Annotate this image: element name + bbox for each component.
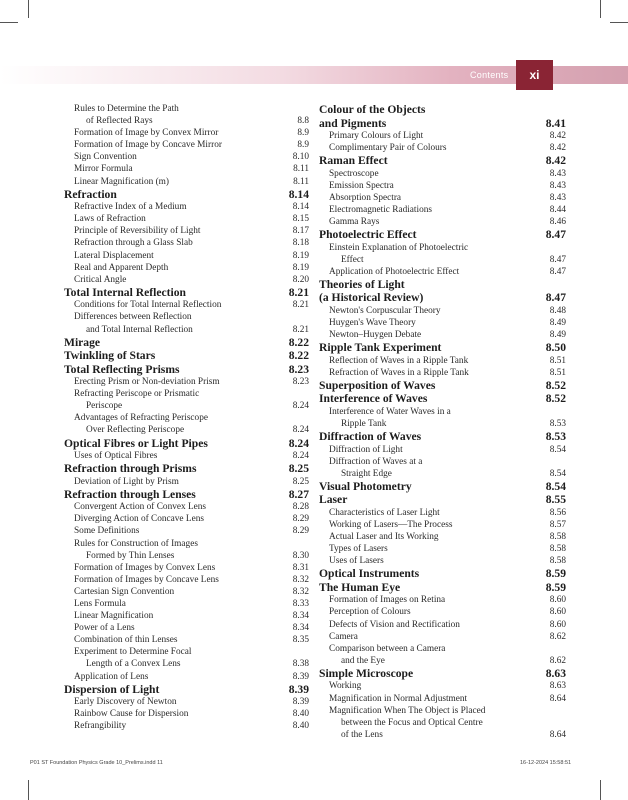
toc-entry-title-line: Working [329, 681, 362, 692]
crop-mark-top-left-h [0, 22, 18, 23]
toc-sub-entry [319, 329, 566, 341]
toc-sub-entry [319, 555, 566, 567]
toc-page-number: 8.15 [292, 214, 309, 225]
toc-entry-title-line: Comparison between a Camera [329, 643, 446, 654]
toc-entry-title-line: Magnification When The Object is Placed [329, 705, 486, 716]
toc-sub-entry [319, 355, 566, 367]
toc-page-number: 8.20 [292, 274, 309, 285]
toc-sub-entry [64, 201, 309, 213]
toc-entry-title-line: Formation of Images by Convex Lens [74, 562, 216, 573]
toc-page-number: 8.50 [545, 341, 566, 355]
toc-entry-title-line: Refraction of Waves in a Ripple Tank [329, 367, 469, 378]
toc-main-entry [319, 392, 566, 406]
toc-sub-entry [319, 594, 566, 606]
toc-sub-entry [64, 610, 309, 622]
toc-entry-title-line: Advantages of Refracting Periscope [74, 413, 208, 424]
toc-page-number: 8.64 [549, 693, 566, 704]
toc-page-number: 8.9 [297, 128, 309, 139]
toc-entry-title-line: Newton's Corpuscular Theory [329, 305, 441, 316]
toc-entry-title-line: Critical Angle [74, 274, 127, 285]
toc-entry-title-line: Diverging Action of Concave Lens [74, 514, 204, 525]
toc-entry-title-line: Refraction through Lenses [64, 487, 196, 501]
toc-entry-title-line: and Total Internal Reflection [86, 324, 193, 335]
toc-sub-entry [64, 412, 309, 436]
toc-page-number: 8.33 [292, 599, 309, 609]
page-number: xi [529, 68, 540, 82]
toc-page-number: 8.40 [292, 709, 309, 720]
toc-page-number: 8.43 [549, 192, 566, 203]
toc-sub-entry [319, 531, 566, 543]
toc-entry-title-line: Complimentary Pair of Colours [329, 143, 447, 154]
toc-page-number: 8.43 [549, 180, 566, 191]
toc-entry-title-line: Diffraction of Waves at a [329, 456, 423, 467]
toc-entry-title-line: Colour of the Objects [319, 103, 426, 116]
toc-page-number: 8.47 [545, 291, 566, 305]
toc-sub-entry [64, 501, 309, 513]
toc-entry-title-line: Laser [319, 493, 348, 507]
toc-page-number: 8.11 [293, 176, 309, 187]
toc-entry-title-line: Diffraction of Light [329, 444, 403, 455]
toc-entry-title-line: between the Focus and Optical Centre [341, 717, 483, 728]
toc-page-number: 8.39 [292, 697, 309, 708]
toc-entry-title-line: Actual Laser and Its Working [329, 532, 439, 543]
toc-sub-entry [64, 213, 309, 225]
toc-entry-title-line: Rainbow Cause for Dispersion [74, 709, 189, 720]
toc-entry-title-line: Interference of Waves [319, 392, 428, 406]
toc-entry-title-line: Photoelectric Effect [319, 228, 417, 242]
crop-mark-bottom-right [600, 780, 601, 800]
toc-main-entry [319, 379, 566, 393]
toc-page-number: 8.49 [549, 330, 566, 341]
toc-page-number: 8.25 [288, 462, 309, 476]
toc-sub-entry [319, 444, 566, 456]
toc-page-number: 8.31 [292, 562, 309, 573]
toc-entry-title-line: Twinkling of Stars [64, 349, 156, 363]
toc-entry-title-line: Early Discovery of Newton [74, 697, 177, 708]
toc-main-entry [64, 336, 309, 350]
toc-entry-title-line: Principle of Reversibility of Light [74, 226, 201, 237]
toc-sub-entry [64, 311, 309, 335]
toc-page-number: 8.25 [292, 476, 309, 487]
toc-sub-entry [64, 574, 309, 586]
toc-entry-title-line: of Reflected Rays [86, 116, 153, 127]
toc-sub-entry [319, 180, 566, 192]
toc-entry-title-line: Real and Apparent Depth [74, 262, 169, 273]
toc-page-number: 8.42 [549, 131, 566, 141]
toc-page-number: 8.49 [549, 318, 566, 329]
toc-entry-title-line: Defects of Vision and Rectification [329, 619, 460, 630]
toc-sub-entry [319, 693, 566, 705]
toc-sub-entry [319, 543, 566, 555]
crop-mark-bottom-left [28, 780, 29, 800]
toc-page-number: 8.51 [549, 355, 566, 366]
toc-sub-entry [319, 519, 566, 531]
toc-sub-entry [319, 266, 566, 278]
toc-sub-entry [64, 250, 309, 262]
footer-file-name: P01 ST Foundation Physics Grade 10_Prelims.indd 11 [30, 760, 163, 766]
toc-page-number: 8.19 [292, 262, 309, 273]
toc-page-number: 8.54 [545, 479, 566, 493]
toc-sub-entry [319, 168, 566, 180]
toc-entry-title-line: Reflection of Waves in a Ripple Tank [329, 355, 469, 366]
toc-page-number: 8.57 [549, 519, 566, 530]
toc-entry-title-line: Refraction [64, 187, 117, 201]
toc-entry-title-line: Types of Lasers [329, 544, 388, 555]
toc-entry-title-line: Perception of Colours [329, 607, 411, 618]
toc-entry-title-line: Power of a Lens [74, 623, 135, 634]
toc-page-number: 8.47 [549, 266, 566, 277]
toc-sub-entry [64, 388, 309, 412]
toc-page-number: 8.23 [288, 362, 309, 376]
toc-entry-title-line: Refractive Index of a Medium [74, 202, 187, 213]
toc-sub-entry [319, 631, 566, 643]
toc-main-entry [319, 278, 566, 305]
toc-sub-entry [319, 305, 566, 317]
toc-entry-title-line: Magnification in Normal Adjustment [329, 693, 468, 704]
toc-page-number: 8.51 [549, 367, 566, 378]
toc-entry-title-line: Lens Formula [74, 599, 126, 609]
toc-page-number: 8.24 [292, 401, 309, 412]
toc-entry-title-line: Laws of Refraction [74, 214, 146, 225]
toc-sub-entry [319, 204, 566, 216]
toc-page-number: 8.21 [288, 285, 309, 299]
toc-sub-entry [64, 225, 309, 237]
toc-page-number: 8.54 [549, 468, 566, 479]
toc-sub-entry [64, 274, 309, 286]
toc-entry-title-line: Optical Fibres or Light Pipes [64, 436, 208, 450]
toc-sub-entry [319, 406, 566, 430]
toc-sub-entry [64, 262, 309, 274]
toc-entry-title-line: The Human Eye [319, 580, 401, 594]
toc-main-entry [64, 188, 309, 202]
toc-entry-title-line: Superposition of Waves [319, 378, 436, 392]
toc-entry-title-line: Experiment to Determine Focal [74, 647, 192, 658]
toc-main-entry [64, 462, 309, 476]
toc-entry-title-line: of the Lens [341, 729, 383, 740]
toc-entry-title-line: Some Definitions [74, 526, 140, 537]
toc-page-number: 8.47 [545, 228, 566, 242]
toc-page-number: 8.34 [292, 623, 309, 634]
toc-page-number: 8.19 [292, 250, 309, 261]
toc-entry-title-line: Electromagnetic Radiations [329, 204, 433, 215]
toc-main-entry [319, 567, 566, 581]
toc-page-number: 8.55 [545, 493, 566, 507]
toc-entry-title-line: Simple Microscope [319, 666, 414, 680]
toc-sub-entry [64, 671, 309, 683]
toc-page-number: 8.59 [545, 567, 566, 581]
toc-entry-title-line: Convergent Action of Convex Lens [74, 502, 207, 513]
toc-entry-title-line: Refrangibility [74, 721, 127, 732]
toc-entry-title-line: Lateral Displacement [74, 250, 154, 261]
toc-sub-entry [64, 525, 309, 537]
toc-entry-title-line: Conditions for Total Internal Reflection [74, 300, 222, 311]
toc-entry-title-line: Primary Colours of Light [329, 131, 424, 141]
toc-page-number: 8.44 [549, 204, 566, 215]
toc-page-number: 8.63 [549, 681, 566, 692]
toc-sub-entry [64, 176, 309, 188]
toc-main-entry [319, 430, 566, 444]
toc-main-entry [64, 363, 309, 377]
toc-entry-title-line: Combination of thin Lenses [74, 635, 178, 646]
toc-entry-title-line: Newton–Huygen Debate [329, 330, 422, 341]
toc-entry-title-line: and the Eye [341, 655, 385, 666]
toc-sub-entry [64, 562, 309, 574]
toc-entry-title-line: Formation of Images by Concave Lens [74, 574, 219, 585]
toc-page-number: 8.52 [545, 392, 566, 406]
toc-entry-title-line: Rules for Construction of Images [74, 538, 198, 549]
toc-entry-title-line: Periscope [86, 401, 123, 412]
toc-entry-title-line: (a Historical Review) [319, 291, 424, 305]
toc-entry-title-line: Spectroscope [329, 168, 379, 179]
toc-entry-title-line: Absorption Spectra [329, 192, 402, 203]
toc-entry-title-line: Uses of Lasers [329, 556, 384, 567]
toc-page-number: 8.39 [288, 682, 309, 696]
toc-page-number: 8.48 [549, 305, 566, 316]
toc-page-number: 8.10 [292, 152, 309, 163]
toc-sub-entry [319, 619, 566, 631]
toc-page-number: 8.11 [293, 164, 309, 175]
toc-entry-title-line: and Pigments [319, 116, 387, 130]
crop-mark-top-right-h [610, 22, 628, 23]
toc-page-number: 8.28 [292, 502, 309, 513]
toc-page-number: 8.60 [549, 607, 566, 618]
toc-entry-title-line: Total Internal Reflection [64, 285, 186, 299]
toc-page-number: 8.41 [545, 116, 566, 130]
toc-page-number: 8.34 [292, 611, 309, 622]
toc-sub-entry [64, 376, 309, 388]
toc-sub-entry [64, 646, 309, 670]
toc-page-number: 8.24 [288, 436, 309, 450]
toc-page-number: 8.24 [292, 451, 309, 462]
toc-page-number: 8.64 [549, 729, 566, 740]
toc-main-entry [64, 286, 309, 300]
toc-sub-entry [64, 708, 309, 720]
toc-entry-title-line: Total Reflecting Prisms [64, 362, 180, 376]
toc-sub-entry [319, 456, 566, 480]
toc-page-number: 8.8 [297, 116, 309, 127]
toc-main-entry [319, 493, 566, 507]
toc-sub-entry [319, 130, 566, 142]
toc-main-entry [319, 154, 566, 168]
toc-page-number: 8.54 [549, 444, 566, 455]
toc-page-number: 8.29 [292, 514, 309, 525]
toc-page-number: 8.27 [288, 487, 309, 501]
toc-entry-title-line: Diffraction of Waves [319, 430, 422, 444]
toc-main-entry [319, 341, 566, 355]
toc-entry-title-line: Erecting Prism or Non-deviation Prism [74, 377, 220, 388]
toc-entry-title-line: Refraction through a Glass Slab [74, 238, 193, 249]
toc-sub-entry [64, 163, 309, 175]
toc-entry-title-line: Formation of Image by Convex Mirror [74, 128, 219, 139]
toc-entry-title-line: Formation of Images on Retina [329, 595, 446, 606]
toc-right-column [319, 103, 566, 741]
toc-page-number: 8.30 [292, 550, 309, 561]
toc-sub-entry [64, 720, 309, 732]
toc-sub-entry [319, 142, 566, 154]
toc-sub-entry [64, 237, 309, 249]
toc-sub-entry [319, 507, 566, 519]
toc-entry-title-line: Einstein Explanation of Photoelectric [329, 242, 469, 253]
toc-sub-entry [64, 476, 309, 488]
toc-page-number: 8.53 [545, 430, 566, 444]
toc-sub-entry [319, 606, 566, 618]
toc-main-entry [319, 581, 566, 595]
toc-sub-entry [64, 127, 309, 139]
toc-page-number: 8.58 [549, 544, 566, 555]
toc-sub-entry [64, 598, 309, 610]
toc-page-number: 8.32 [292, 574, 309, 585]
toc-page-number: 8.21 [292, 324, 309, 335]
toc-page-number: 8.58 [549, 556, 566, 567]
page-number-tab [516, 60, 553, 90]
toc-entry-title-line: Deviation of Light by Prism [74, 476, 179, 487]
toc-main-entry [319, 228, 566, 242]
toc-page-number: 8.42 [549, 143, 566, 154]
toc-main-entry [64, 488, 309, 502]
toc-page-number: 8.21 [292, 300, 309, 311]
toc-page-number: 8.9 [297, 140, 309, 151]
toc-page-number: 8.52 [545, 378, 566, 392]
toc-entry-title-line: Working of Lasers—The Process [329, 519, 453, 530]
toc-page-number: 8.39 [292, 671, 309, 682]
toc-sub-entry [319, 643, 566, 667]
toc-entry-title-line: Formed by Thin Lenses [86, 550, 175, 561]
toc-main-entry [64, 349, 309, 363]
toc-entry-title-line: Ripple Tank [341, 419, 387, 429]
toc-page-number: 8.24 [292, 425, 309, 436]
toc-sub-entry [64, 450, 309, 462]
toc-sub-entry [64, 696, 309, 708]
toc-entry-title-line: Raman Effect [319, 154, 388, 168]
toc-entry-title-line: Theories of Light [319, 277, 405, 291]
toc-entry-title-line: Mirror Formula [74, 164, 133, 175]
toc-sub-entry [64, 538, 309, 562]
toc-entry-title-line: Over Reflecting Periscope [86, 425, 185, 436]
toc-sub-entry [319, 367, 566, 379]
toc-entry-title-line: Uses of Optical Fibres [74, 451, 158, 462]
toc-page-number: 8.47 [549, 254, 566, 265]
toc-entry-title-line: Length of a Convex Lens [86, 659, 181, 670]
toc-page-number: 8.46 [549, 217, 566, 228]
toc-sub-entry [64, 634, 309, 646]
toc-sub-entry [319, 317, 566, 329]
toc-entry-title-line: Gamma Rays [329, 217, 380, 228]
toc-page-number: 8.59 [545, 580, 566, 594]
toc-page-number: 8.60 [549, 619, 566, 630]
toc-sub-entry [64, 299, 309, 311]
toc-page-number: 8.42 [545, 154, 566, 168]
toc-page-number: 8.38 [292, 659, 309, 670]
toc-entry-title-line: Dispersion of Light [64, 682, 160, 696]
toc-entry-title-line: Mirage [64, 335, 101, 349]
toc-entry-title-line: Optical Instruments [319, 567, 420, 581]
toc-sub-entry [64, 103, 309, 127]
toc-sub-entry [319, 705, 566, 741]
toc-page-number: 8.40 [292, 721, 309, 732]
toc-sub-entry [64, 151, 309, 163]
toc-main-entry [319, 667, 566, 681]
toc-entry-title-line: Linear Magnification (m) [74, 176, 169, 187]
running-header-label: Contents [470, 70, 509, 80]
toc-sub-entry [319, 216, 566, 228]
toc-page-number: 8.14 [288, 187, 309, 201]
toc-sub-entry [319, 680, 566, 692]
toc-entry-title-line: Refracting Periscope or Prismatic [74, 389, 200, 400]
toc-page-number: 8.58 [549, 532, 566, 543]
crop-mark-top-right [600, 0, 601, 18]
toc-entry-title-line: Sign Convention [74, 152, 137, 163]
toc-page-number: 8.43 [549, 168, 566, 179]
toc-entry-title-line: Formation of Image by Concave Mirror [74, 140, 222, 151]
toc-entry-title-line: Huygen's Wave Theory [329, 318, 416, 329]
toc-entry-title-line: Emission Spectra [329, 180, 394, 191]
toc-entry-title-line: Camera [329, 631, 358, 642]
toc-entry-title-line: Interference of Water Waves in a [329, 406, 451, 417]
toc-page-number: 8.53 [549, 419, 566, 429]
toc-sub-entry [319, 242, 566, 266]
toc-page-number: 8.23 [292, 377, 309, 388]
toc-main-entry [64, 683, 309, 697]
toc-entry-title-line: Visual Photometry [319, 479, 412, 493]
toc-sub-entry [319, 192, 566, 204]
toc-page-number: 8.18 [292, 238, 309, 249]
toc-entry-title-line: Cartesian Sign Convention [74, 586, 175, 597]
toc-sub-entry [64, 139, 309, 151]
toc-entry-title-line: Rules to Determine the Path [74, 104, 179, 114]
toc-page-number: 8.60 [549, 595, 566, 606]
toc-page-number: 8.32 [292, 586, 309, 597]
footer-timestamp: 16-12-2024 15:58:51 [520, 760, 572, 766]
crop-mark-top-left [28, 0, 29, 18]
toc-sub-entry [64, 513, 309, 525]
toc-left-column [64, 103, 309, 732]
toc-main-entry [64, 437, 309, 451]
toc-entry-title-line: Refraction through Prisms [64, 462, 197, 476]
toc-entry-title-line: Application of Photoelectric Effect [329, 266, 460, 277]
toc-entry-title-line: Ripple Tank Experiment [319, 341, 442, 355]
toc-entry-title-line: Differences between Reflection [74, 312, 192, 323]
toc-sub-entry [64, 622, 309, 634]
toc-page-number: 8.62 [549, 631, 566, 642]
toc-entry-title-line: Application of Lens [74, 671, 149, 682]
toc-main-entry [319, 480, 566, 494]
toc-page-number: 8.35 [292, 635, 309, 646]
toc-page-number: 8.22 [288, 335, 309, 349]
toc-page-number: 8.63 [545, 666, 566, 680]
toc-page-number: 8.14 [292, 202, 309, 213]
toc-page-number: 8.17 [292, 226, 309, 237]
toc-entry-title-line: Characteristics of Laser Light [329, 507, 440, 518]
toc-page-number: 8.56 [549, 507, 566, 518]
toc-entry-title-line: Straight Edge [341, 468, 392, 479]
toc-main-entry [319, 103, 566, 130]
toc-entry-title-line: Linear Magnification [74, 611, 154, 622]
toc-page-number: 8.29 [292, 526, 309, 537]
toc-entry-title-line: Effect [341, 254, 364, 265]
toc-sub-entry [64, 586, 309, 598]
toc-page-number: 8.62 [549, 655, 566, 666]
toc-page-number: 8.22 [288, 349, 309, 363]
